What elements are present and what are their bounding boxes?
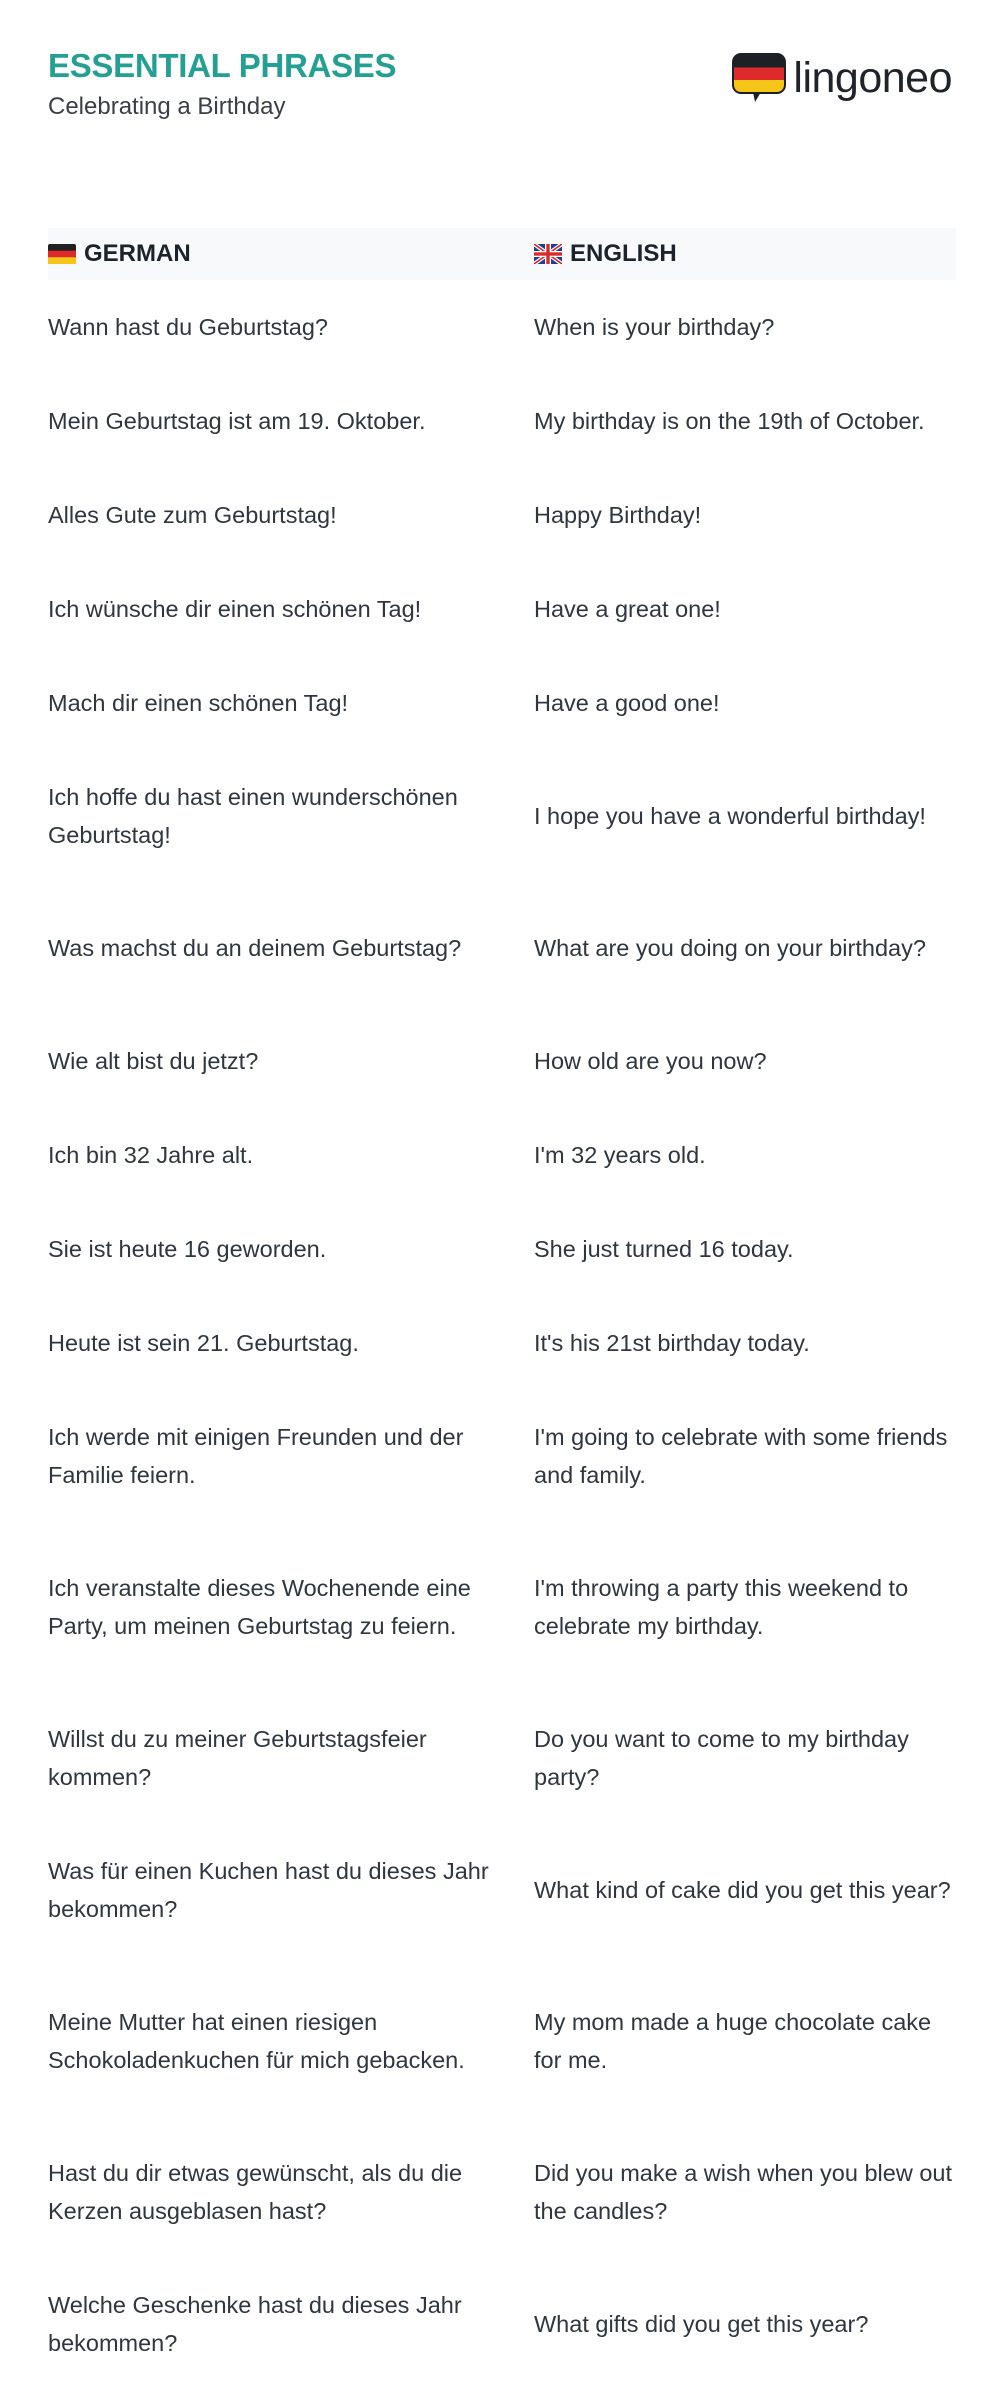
- column-header-german-label: GERMAN: [84, 240, 191, 267]
- phrase-row: [48, 1824, 956, 1956]
- phrases-list: [48, 280, 956, 2390]
- german-phrase: Heute ist sein 21. Geburtstag.: [48, 1330, 359, 1356]
- german-phrase: Welche Geschenke hast du dieses Jahr bekommen?: [48, 2292, 462, 2356]
- phrase-row: [48, 374, 956, 468]
- lingoneo-logo[interactable]: [731, 52, 952, 104]
- page-title: ESSENTIAL PHRASES: [48, 47, 397, 84]
- page-header: [48, 46, 952, 136]
- phrase-row: [48, 1108, 956, 1202]
- phrase-row: [48, 1522, 956, 1692]
- english-phrase: Did you make a wish when you blew out the candles?: [534, 2160, 952, 2224]
- english-phrase: I'm 32 years old.: [534, 1142, 706, 1168]
- german-phrase: Wann hast du Geburtstag?: [48, 314, 328, 340]
- phrase-row: [48, 1202, 956, 1296]
- phrase-row: [48, 656, 956, 750]
- german-phrase: Ich hoffe du hast einen wunderschönen Geburtstag!: [48, 784, 458, 848]
- german-phrase: Mach dir einen schönen Tag!: [48, 690, 349, 716]
- phrase-row: [48, 1296, 956, 1390]
- german-phrase: Ich bin 32 Jahre alt.: [48, 1142, 254, 1168]
- english-phrase: How old are you now?: [534, 1048, 767, 1074]
- german-flag-icon: [48, 244, 76, 264]
- phrase-row: [48, 562, 956, 656]
- page-subtitle: Celebrating a Birthday: [48, 93, 286, 120]
- phrase-row: [48, 1390, 956, 1522]
- column-header-english-label: ENGLISH: [570, 240, 677, 267]
- phrase-row: [48, 2258, 956, 2390]
- english-phrase: I'm throwing a party this weekend to celebrate my birthday.: [534, 1575, 909, 1639]
- german-phrase: Willst du zu meiner Geburtstagsfeier kommen?: [48, 1726, 427, 1790]
- table-header: [48, 228, 956, 280]
- english-phrase: When is your birthday?: [534, 314, 775, 340]
- german-phrase: Ich wünsche dir einen schönen Tag!: [48, 596, 422, 622]
- german-phrase: Hast du dir etwas gewünscht, als du die Kerzen ausgeblasen hast?: [48, 2160, 463, 2224]
- german-phrase: Sie ist heute 16 geworden.: [48, 1236, 327, 1262]
- column-header-english: [534, 240, 956, 268]
- english-phrase: I'm going to celebrate with some friends and family.: [534, 1424, 948, 1488]
- german-phrase: Alles Gute zum Geburtstag!: [48, 502, 337, 528]
- logo-wordmark: lingoneo: [793, 54, 952, 102]
- english-phrase: I hope you have a wonderful birthday!: [534, 803, 926, 829]
- english-phrase: What gifts did you get this year?: [534, 2311, 869, 2337]
- phrase-row: [48, 280, 956, 374]
- german-phrase: Ich werde mit einigen Freunden und der Familie feiern.: [48, 1424, 464, 1488]
- english-phrase: Do you want to come to my birthday party?: [534, 1726, 909, 1790]
- phrase-row: [48, 1692, 956, 1824]
- speech-bubble-flag-icon: [731, 52, 787, 104]
- english-phrase: My mom made a huge chocolate cake for me.: [534, 2009, 932, 2073]
- phrase-row: [48, 1014, 956, 1108]
- english-phrase: Happy Birthday!: [534, 502, 702, 528]
- english-phrase: Have a great one!: [534, 596, 721, 622]
- german-phrase: Mein Geburtstag ist am 19. Oktober.: [48, 408, 426, 434]
- phrase-row: [48, 468, 956, 562]
- german-phrase: Was für einen Kuchen hast du dieses Jahr bekommen?: [48, 1858, 489, 1922]
- english-phrase: Have a good one!: [534, 690, 720, 716]
- uk-flag-icon: [534, 244, 562, 264]
- german-phrase: Was machst du an deinem Geburtstag?: [48, 935, 462, 961]
- english-phrase: What kind of cake did you get this year?: [534, 1877, 951, 1903]
- phrase-row: [48, 2126, 956, 2258]
- phrase-row: [48, 750, 956, 882]
- english-phrase: It's his 21st birthday today.: [534, 1330, 810, 1356]
- german-phrase: Meine Mutter hat einen riesigen Schokoladenkuchen für mich gebacken.: [48, 2009, 465, 2073]
- phrase-row: [48, 882, 956, 1014]
- german-phrase: Ich veranstalte dieses Wochenende eine Party, um meinen Geburtstag zu feiern.: [48, 1575, 471, 1639]
- english-phrase: What are you doing on your birthday?: [534, 935, 926, 961]
- english-phrase: My birthday is on the 19th of October.: [534, 408, 925, 434]
- column-header-german: [48, 240, 534, 268]
- phrases-table: [48, 228, 956, 2390]
- german-phrase: Wie alt bist du jetzt?: [48, 1048, 259, 1074]
- english-phrase: She just turned 16 today.: [534, 1236, 794, 1262]
- phrase-row: [48, 1956, 956, 2126]
